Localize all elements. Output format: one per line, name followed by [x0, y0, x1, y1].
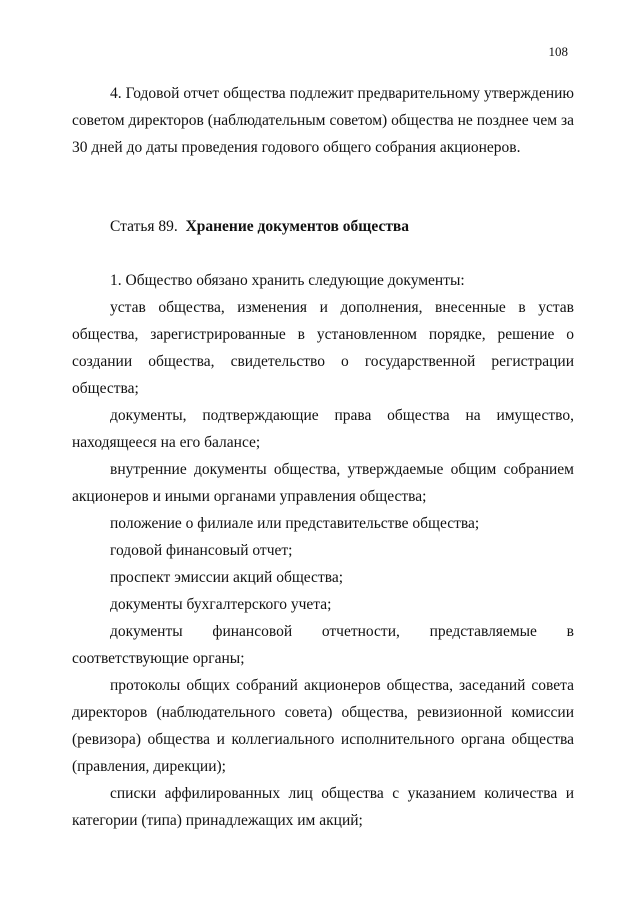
list-item: списки аффилированных лиц общества с указанием количества и категории (типа) принадлежащих им акций; — [72, 785, 574, 829]
list-item: документы бухгалтерского учета; — [110, 596, 332, 613]
list-item: внутренние документы общества, утверждаемые общим собранием акционеров и иными органами управления общества; — [72, 461, 574, 505]
list-item: документы финансовой отчетности, представляемые в соответствующие органы; — [72, 623, 574, 667]
list-item: годовой финансовый отчет; — [110, 542, 293, 559]
spacer — [72, 161, 574, 213]
spacer — [72, 240, 574, 267]
document-body — [72, 80, 574, 834]
list-item: положение о филиале или представительстве общества; — [110, 515, 480, 532]
list-item: проспект эмиссии акций общества; — [110, 569, 344, 586]
article-title: Хранение документов общества — [185, 218, 410, 235]
document-list — [72, 294, 574, 834]
article-label: Статья 89. — [110, 218, 178, 235]
article-intro: 1. Общество обязано хранить следующие документы: — [110, 272, 465, 289]
list-item: документы, подтверждающие права общества на имущество, находящееся на его балансе; — [72, 407, 574, 451]
list-item: протоколы общих собраний акционеров общества, заседаний совета директоров (наблюдательного совета) общества, ревизионной комиссии (ревизора) общества и коллегиального исполнительного органа общества (правления, дирекции); — [72, 677, 574, 775]
list-item: устав общества, изменения и дополнения, внесенные в устав общества, зарегистрированные в установленном порядке, решение о создании общества, свидетельство о государственной регистрации общества; — [72, 299, 574, 397]
article-heading — [72, 213, 574, 240]
page-number: 108 — [548, 44, 568, 59]
paragraph-section-4: 4. Годовой отчет общества подлежит предварительному утверждению советом директоров (наблюдательным советом) общества не позднее чем за 30 дней до даты проведения годового общего собрания акционеров. — [72, 85, 574, 156]
